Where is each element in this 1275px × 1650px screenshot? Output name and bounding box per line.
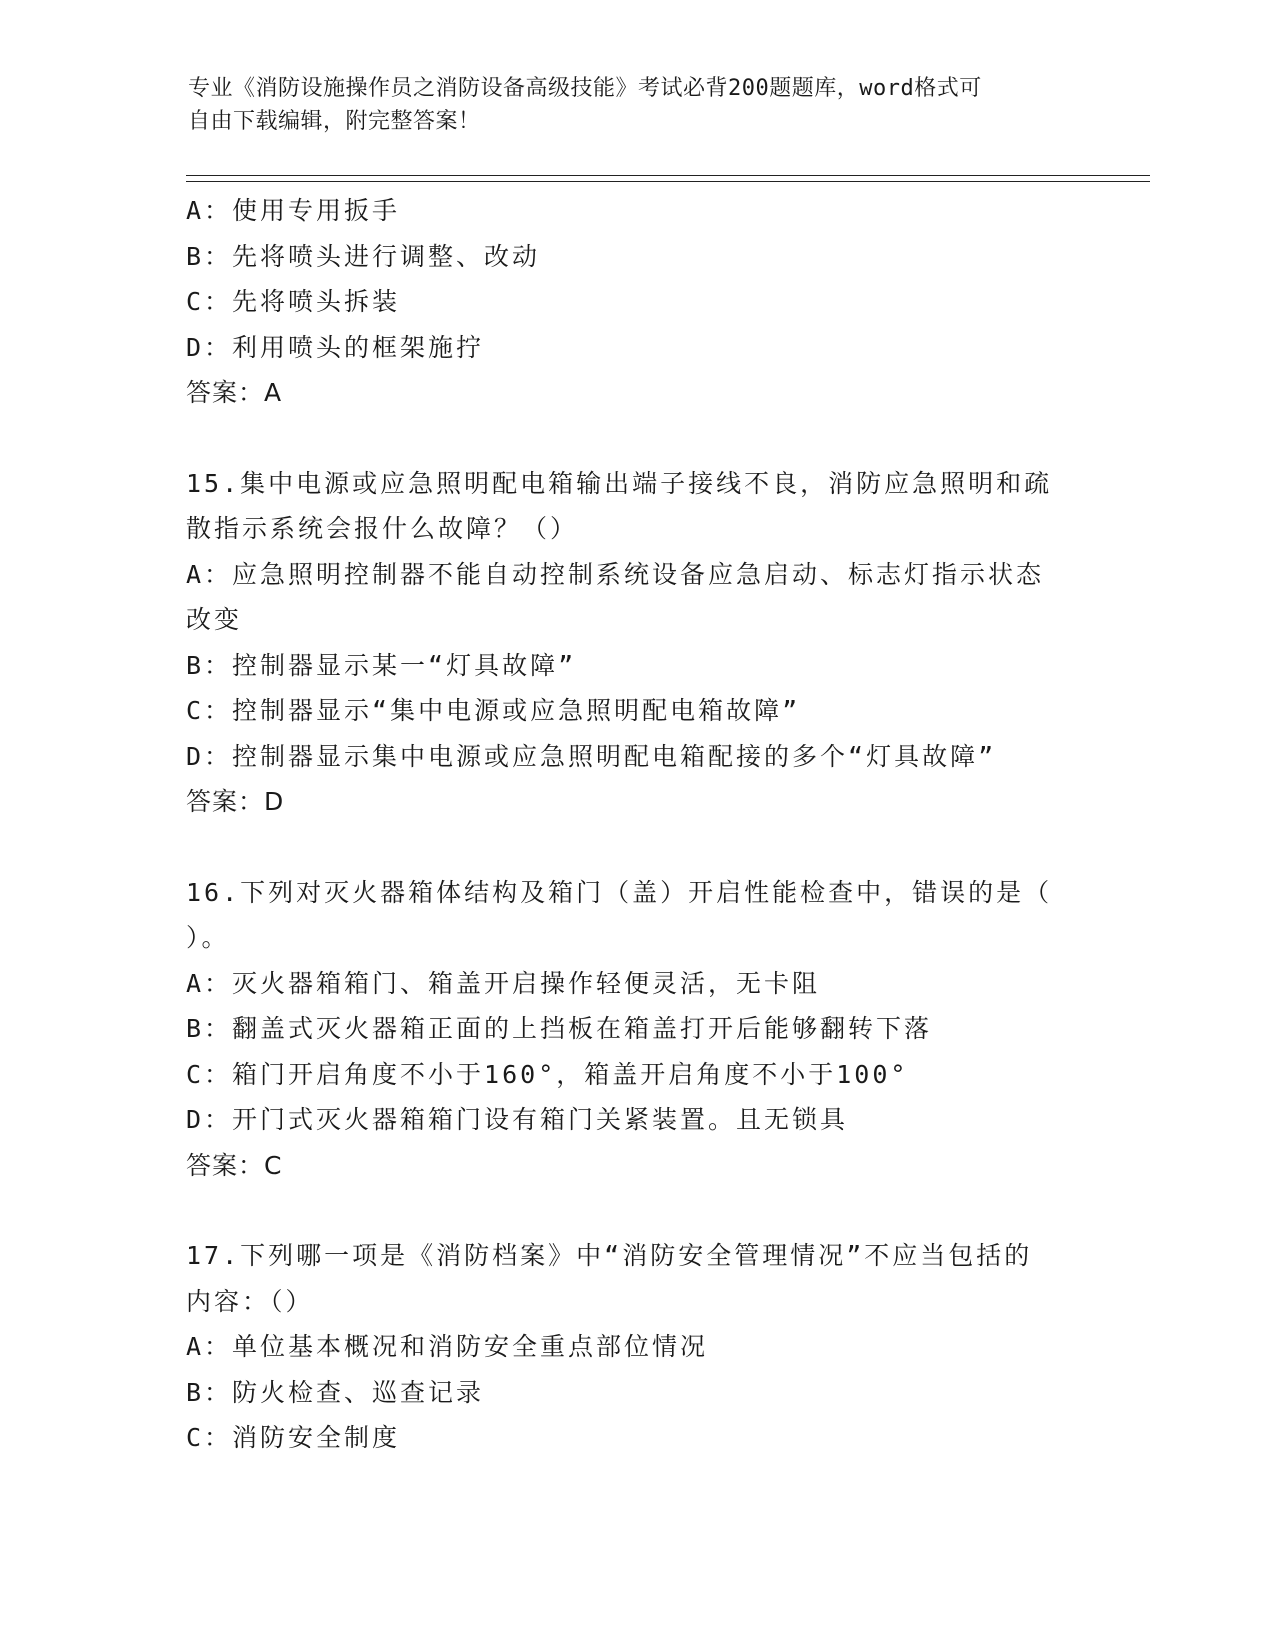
question-stem-cont: 散指示系统会报什么故障？（）: [186, 514, 579, 543]
option-a-cont: 改变: [186, 605, 243, 634]
answer: 答案：A: [186, 378, 283, 407]
option-d: D：利用喷头的框架施拧: [186, 332, 485, 362]
option-b: B：防火检查、巡查记录: [186, 1377, 485, 1407]
option-a: A：单位基本概况和消防安全重点部位情况: [186, 1332, 709, 1361]
question-stem: 17.下列哪一项是《消防档案》中“消防安全管理情况”不应当包括的: [186, 1241, 1033, 1270]
answer: 答案：D: [186, 787, 285, 816]
option-d: D：开门式灭火器箱箱门设有箱门关紧装置。且无锁具: [186, 1105, 849, 1134]
document-body: [186, 188, 1086, 1461]
option-b: B：先将喷头进行调整、改动: [186, 241, 541, 271]
option-b: B：控制器显示某一“灯具故障”: [186, 650, 577, 680]
header-divider: [186, 175, 1150, 182]
option-a: A：灭火器箱箱门、箱盖开启操作轻便灵活，无卡阻: [186, 968, 821, 998]
option-c: C：先将喷头拆装: [186, 287, 401, 316]
header-line-1: 专业《消防设施操作员之消防设备高级技能》考试必背200题题库，word格式可: [188, 76, 982, 101]
spacer: [186, 416, 1086, 461]
question-stem-cont: ）。: [186, 923, 230, 952]
question-stem-cont: 内容：（）: [186, 1286, 314, 1316]
option-a: A：应急照明控制器不能自动控制系统设备应急启动、标志灯指示状态: [186, 559, 1045, 589]
option-c: C：控制器显示“集中电源或应急照明配电箱故障”: [186, 696, 801, 725]
option-b: B：翻盖式灭火器箱正面的上挡板在箱盖打开后能够翻转下落: [186, 1014, 933, 1043]
question-14: [186, 188, 1086, 416]
option-d: D：控制器显示集中电源或应急照明配电箱配接的多个“灯具故障”: [186, 741, 997, 771]
header-line-2: 自由下载编辑，附完整答案！: [188, 109, 481, 134]
question-17: [186, 1233, 1086, 1461]
option-c: C：消防安全制度: [186, 1423, 401, 1452]
option-c: C：箱门开启角度不小于160°，箱盖开启角度不小于100°: [186, 1059, 909, 1089]
option-a: A：使用专用扳手: [186, 196, 401, 225]
spacer: [186, 1188, 1086, 1233]
question-stem: 15.集中电源或应急照明配电箱输出端子接线不良，消防应急照明和疏: [186, 468, 1053, 498]
answer: 答案：C: [186, 1150, 283, 1180]
question-stem: 16.下列对灭火器箱体结构及箱门（盖）开启性能检查中，错误的是（: [186, 877, 1053, 907]
page-header: [188, 72, 1068, 138]
question-16: [186, 870, 1086, 1189]
spacer: [186, 825, 1086, 870]
question-15: [186, 461, 1086, 825]
